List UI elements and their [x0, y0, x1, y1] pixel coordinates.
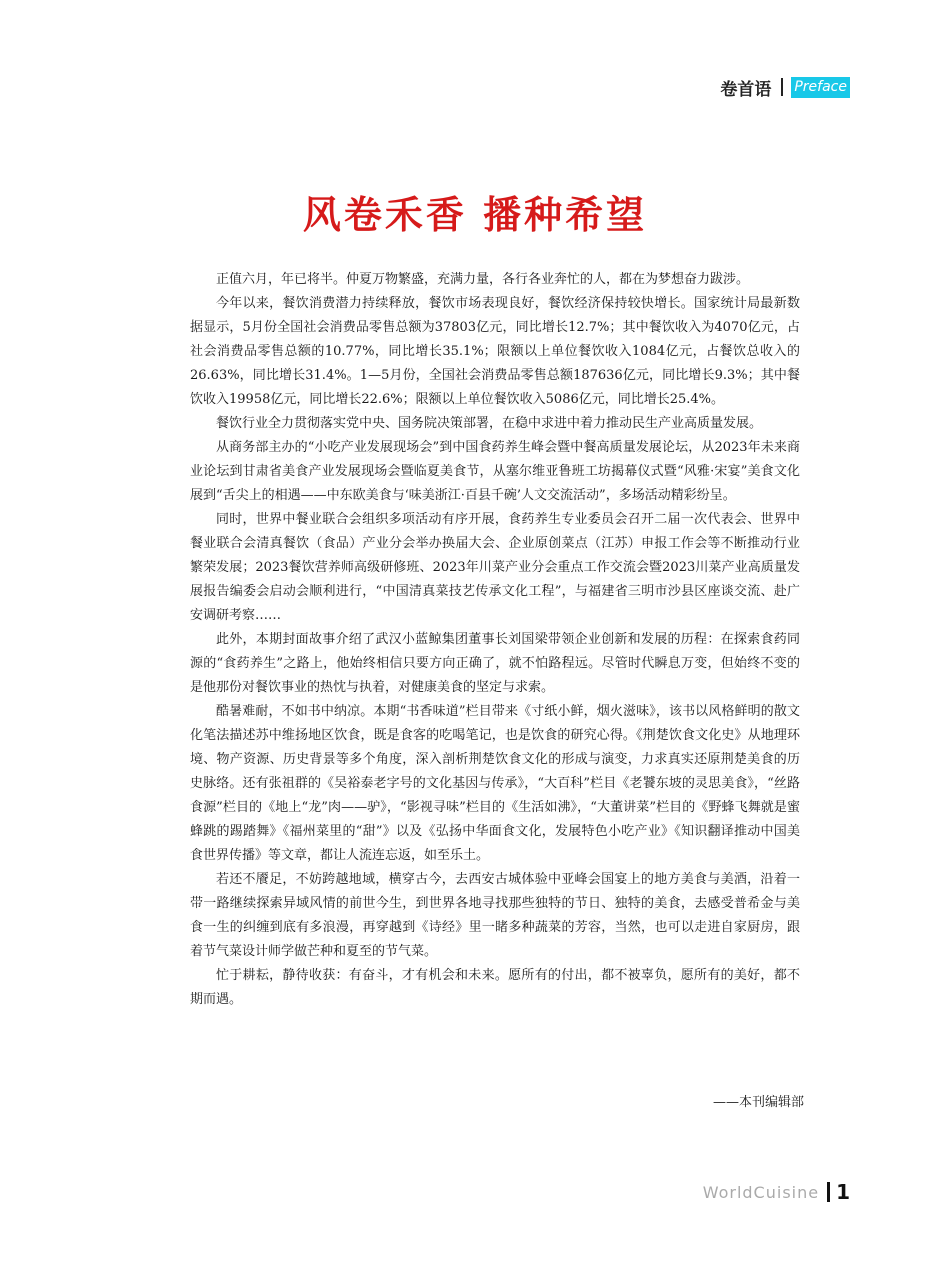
magazine-brand: WorldCuisine	[702, 1182, 820, 1202]
paragraph: 餐饮行业全力贯彻落实党中央、国务院决策部署，在稳中求进中着力推动民生产业高质量发展。	[216, 416, 763, 431]
paragraph: 同时，世界中餐业联合会组织多项活动有序开展，食药养生专业委员会召开二届一次代表会、世界中餐业联合会清真餐饮（食品）产业分会举办换届大会、企业原创菜点（江苏）申报工作会等不断推动行业繁荣发展；2023餐饮营养师高级研修班、2023年川菜产业分会重点工作交流会暨2023川菜产业高质量发展报告编委会启动会顺利进行，“中国清真菜技艺传承文化工程”，与福建省三明市沙县区座谈交流、赴广安调研考察……	[190, 512, 800, 623]
page-number: 1	[836, 1180, 850, 1204]
section-title-cn: 卷首语	[720, 79, 772, 100]
paragraph: 正值六月，年已将半。仲夏万物繁盛，充满力量，各行各业奔忙的人，都在为梦想奋力跋涉。	[216, 272, 750, 287]
article-title: 风卷禾香 播种希望	[302, 192, 648, 237]
footer-divider	[827, 1182, 830, 1202]
section-header	[720, 76, 850, 98]
paragraph: 酷暑难耐，不如书中纳凉。本期“书香味道”栏目带来《寸纸小鲜，烟火滋味》，该书以风格鲜明的散文化笔法描述苏中维扬地区饮食，既是食客的吃喝笔记，也是饮食的研究心得。《荆楚饮食文化史》从地理环境、物产资源、历史背景等多个角度，深入剖析荆楚饮食文化的形成与演变，力求真实还原荆楚美食的历史脉络。还有张祖群的《吴裕泰老字号的文化基因与传承》，“大百科”栏目《老饕东坡的灵思美食》，“丝路食源”栏目的《地上“龙”肉——驴》，“影视寻味”栏目的《生活如沸》，“大董讲菜”栏目的《野蜂飞舞就是蜜蜂跳的踢踏舞》《福州菜里的“甜”》以及《弘扬中华面食文化，发展特色小吃产业》《知识翻译推动中国美食世界传播》等文章，都让人流连忘返，如至乐土。	[190, 704, 800, 863]
paragraph: 今年以来，餐饮消费潜力持续释放，餐饮市场表现良好，餐饮经济保持较快增长。国家统计局最新数据显示，5月份全国社会消费品零售总额为37803亿元，同比增长12.7%；其中餐饮收入为4070亿元，占社会消费品零售总额的10.77%，同比增长35.1%；限额以上单位餐饮收入1084亿元，占餐饮总收入的26.63%，同比增长31.4%。1—5月份，全国社会消费品零售总额187636亿元，同比增长9.3%；其中餐饮收入19958亿元，同比增长22.6%；限额以上单位餐饮收入5086亿元，同比增长25.4%。	[190, 296, 800, 407]
section-divider	[781, 78, 783, 96]
paragraph: 此外，本期封面故事介绍了武汉小蓝鲸集团董事长刘国梁带领企业创新和发展的历程：在探索食药同源的“食药养生”之路上，他始终相信只要方向正确了，就不怕路程远。尽管时代瞬息万变，但始终不变的是他那份对餐饮事业的热忱与执着，对健康美食的坚定与求索。	[190, 632, 800, 695]
section-title-en: Preface	[791, 77, 850, 98]
page-footer	[703, 1179, 850, 1205]
paragraph: 忙于耕耘，静待收获：有奋斗，才有机会和未来。愿所有的付出，都不被辜负，愿所有的美好，都不期而遇。	[190, 968, 800, 1007]
editor-signature: ——本刊编辑部	[712, 1095, 804, 1110]
article-body	[190, 268, 800, 1012]
paragraph: 若还不餍足，不妨跨越地域，横穿古今，去西安古城体验中亚峰会国宴上的地方美食与美酒，沿着一带一路继续探索异域风情的前世今生，到世界各地寻找那些独特的节日、独特的美食，去感受普希金与美食一生的纠缠到底有多浪漫，再穿越到《诗经》里一睹多种蔬菜的芳容，当然，也可以走进自家厨房，跟着节气菜设计师学做芒种和夏至的节气菜。	[190, 872, 800, 959]
paragraph: 从商务部主办的“小吃产业发展现场会”到中国食药养生峰会暨中餐高质量发展论坛，从2023年未来商业论坛到甘肃省美食产业发展现场会暨临夏美食节，从塞尔维亚鲁班工坊揭幕仪式暨“风雅·宋宴”美食文化展到“舌尖上的相遇——中东欧美食与‘味美浙江·百县千碗’人文交流活动”，多场活动精彩纷呈。	[190, 440, 800, 503]
